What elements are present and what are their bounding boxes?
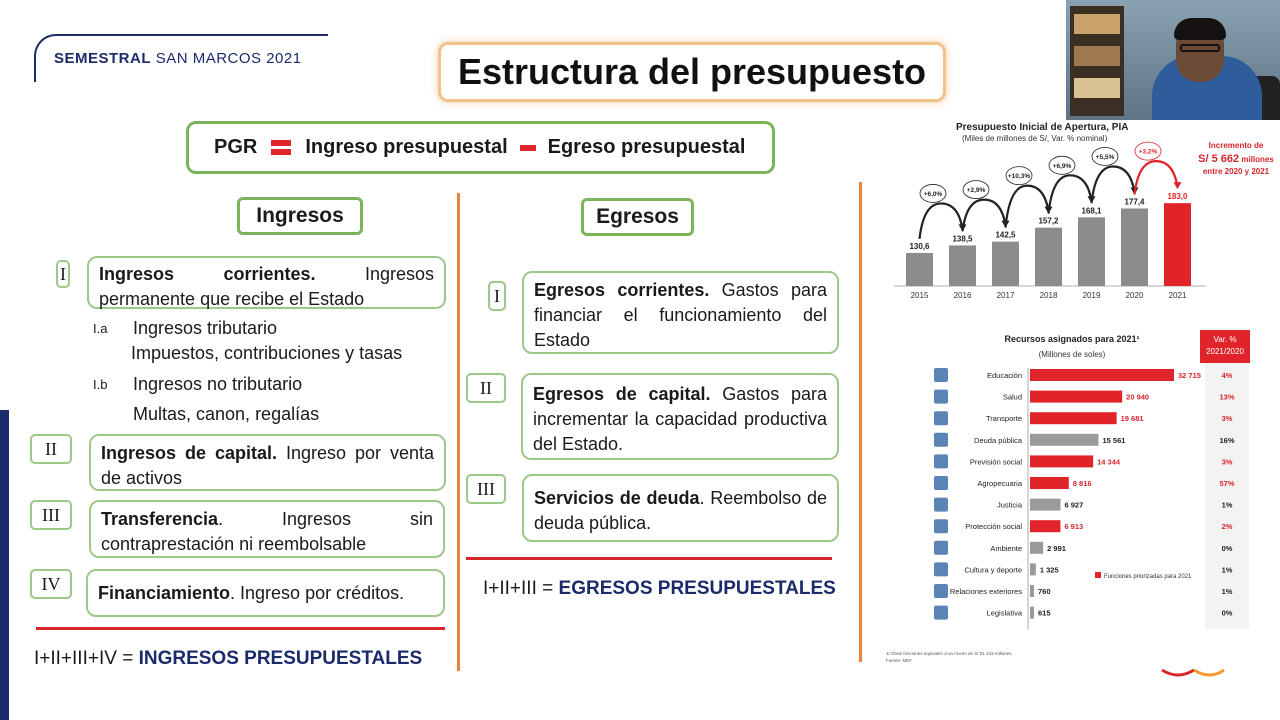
growth-label: +6,0% (923, 190, 943, 198)
category-icon (934, 433, 948, 447)
column-divider-right (859, 182, 862, 662)
bar (1030, 477, 1069, 489)
bar (1030, 499, 1060, 511)
var-pct-label: 3% (1221, 414, 1233, 424)
equals-icon (271, 137, 291, 158)
item-text: . Reembolso de deuda pública. (534, 488, 827, 533)
sub-code: I.a (93, 321, 108, 336)
egresos-formula (483, 578, 836, 600)
growth-label: +3,2% (1138, 148, 1158, 156)
roman-numeral: I (56, 260, 70, 288)
ingresos-item-capital (89, 434, 446, 491)
x-tick-label: 2021 (1168, 291, 1187, 300)
category-icon (934, 562, 948, 576)
category-icon (934, 476, 948, 490)
x-tick-label: 2019 (1082, 291, 1101, 300)
bar-value-label: 14 344 (1097, 457, 1121, 467)
bar (949, 245, 976, 286)
legend-label: Funciones priorizadas para 2021 (1104, 574, 1192, 580)
bar-value-label: 168,1 (1081, 206, 1102, 216)
item-title: Servicios de deuda (534, 488, 700, 508)
bar-value-label: 177,4 (1124, 197, 1145, 207)
x-tick-label: 2018 (1039, 291, 1058, 300)
var-pct-label: 0% (1221, 608, 1233, 618)
var-pct-label: 4% (1221, 371, 1233, 380)
annotation-unit: millones (1239, 155, 1274, 164)
bar-value-label: 8 816 (1072, 479, 1092, 488)
item-text: Ingreso por venta de activos (101, 443, 434, 488)
category-icon (934, 498, 948, 512)
category-icon (934, 390, 948, 404)
category-icon (934, 454, 948, 468)
bar-value-label: 20 940 (1126, 392, 1150, 402)
item-title: Egresos corrientes. (534, 280, 710, 300)
bar (1030, 455, 1093, 467)
annotation-line2 (1198, 153, 1274, 165)
bar-value-label: 6 913 (1064, 522, 1084, 532)
bar-value-label: 157,2 (1038, 216, 1059, 226)
item-text: . Ingreso por créditos. (230, 583, 405, 603)
roman-numeral: I (488, 281, 506, 311)
egresos-heading: Egresos (581, 198, 694, 236)
chart-title: Recursos asignados para 2021¹ (1004, 334, 1140, 344)
column-divider-left (457, 193, 460, 671)
legend-swatch (1095, 572, 1101, 578)
bar-value-label: 19 681 (1120, 414, 1144, 424)
var-pct-label: 2% (1221, 522, 1233, 532)
bar (1164, 203, 1191, 286)
item-title: Transferencia (101, 509, 219, 529)
pgr-equation (186, 121, 775, 174)
ingresos-heading: Ingresos (237, 197, 363, 235)
sub-line: Ingresos no tributario (133, 374, 303, 394)
category-label: Deuda pública (974, 435, 1022, 445)
bar (1030, 607, 1034, 619)
item-title: Ingresos de capital. (101, 443, 277, 463)
arrow-head-icon (1174, 182, 1182, 189)
pgr-label: PGR (214, 136, 258, 158)
formula-result: EGRESOS PRESUPUESTALES (558, 578, 836, 599)
category-label: Legislativa (986, 608, 1022, 618)
roman-numeral: III (30, 500, 72, 530)
bar (1035, 228, 1062, 286)
var-header-1: Var. % (1213, 335, 1237, 344)
brand-rest: SAN MARCOS 2021 (155, 50, 302, 67)
category-icon (934, 368, 948, 382)
brand-bold: SEMESTRAL (54, 50, 152, 67)
bar-value-label: 32 715 (1178, 371, 1201, 380)
ingreso-presupuestal-label: Ingreso presupuestal (305, 136, 508, 158)
category-icon (934, 541, 948, 555)
ingresos-item-financiamiento (86, 569, 445, 617)
bar (992, 242, 1019, 286)
bar (1030, 391, 1122, 403)
bar (1030, 369, 1174, 381)
egreso-presupuestal-label: Egreso presupuestal (547, 136, 746, 158)
ingresos-underline (36, 627, 445, 630)
bar-value-label: 142,5 (995, 230, 1016, 240)
sub-line: Ingresos tributario (133, 318, 278, 338)
annotation-line1: Incremento de (1208, 141, 1264, 150)
item-text: Gastos para incrementar la capacidad productiva del Estado. (533, 384, 827, 454)
ingresos-item-transferencia (89, 500, 445, 558)
annotation-amount: S/ 5 662 (1198, 153, 1240, 165)
var-pct-label: 3% (1221, 457, 1233, 467)
category-label: Justicia (996, 500, 1022, 510)
footnote-1: 1/ Otras funciones equivalen a un monto de S/ 51 443 millones. (886, 651, 1013, 656)
bar-value-label: 183,0 (1167, 192, 1188, 202)
bar-value-label: 138,5 (952, 234, 973, 244)
sub-line: Impuestos, contribuciones y tasas (131, 343, 403, 363)
bar (1030, 563, 1036, 575)
bar (1030, 412, 1117, 424)
growth-label: +2,9% (966, 187, 986, 195)
var-pct-label: 16% (1219, 435, 1235, 445)
bar (1078, 217, 1105, 286)
item-title: Ingresos corrientes. (99, 264, 316, 284)
bar-value-label: 130,6 (909, 241, 930, 251)
formula-prefix: I+II+III = (483, 578, 559, 599)
category-icon (934, 411, 948, 425)
bar-value-label: 760 (1038, 587, 1051, 596)
x-tick-label: 2020 (1125, 291, 1144, 300)
left-accent-bar (0, 410, 9, 720)
chart-subtitle: (Miles de millones de S/, Var. % nominal) (962, 134, 1108, 143)
minus-icon (520, 145, 536, 151)
ingresos-item-corrientes (87, 256, 446, 309)
bar (1030, 542, 1043, 554)
egresos-item-corrientes (522, 271, 839, 354)
pia-bar-chart (866, 118, 1280, 308)
bar (906, 253, 933, 286)
var-header-2: 2021/2020 (1206, 347, 1244, 356)
slide-title-box (438, 42, 946, 102)
bar (1030, 520, 1060, 532)
growth-label: +5,5% (1095, 153, 1115, 161)
var-pct-label: 13% (1219, 392, 1235, 402)
bar (1030, 585, 1034, 597)
item-text: . Ingresos sin contraprestación ni reembolsable (101, 509, 433, 554)
growth-arrow (1135, 161, 1178, 194)
egresos-item-capital (521, 373, 839, 460)
ingresos-formula (34, 648, 422, 670)
growth-label: +6,9% (1052, 162, 1072, 170)
bar-value-label: 15 561 (1102, 435, 1126, 445)
category-icon (934, 606, 948, 620)
category-label: Previsión social (969, 457, 1022, 467)
logo-fragment (1160, 664, 1226, 680)
x-tick-label: 2015 (910, 291, 929, 300)
x-tick-label: 2017 (996, 291, 1015, 300)
annotation-line3: entre 2020 y 2021 (1202, 167, 1270, 176)
category-icon (934, 519, 948, 533)
egresos-item-deuda (522, 474, 839, 542)
bar (1030, 434, 1098, 446)
formula-result: INGRESOS PRESUPUESTALES (138, 648, 423, 669)
egresos-underline (466, 557, 832, 560)
roman-numeral: II (466, 373, 506, 403)
category-label: Agropecuaria (977, 479, 1022, 488)
item-text: Ingresos permanente que recibe el Estado (99, 264, 434, 309)
roman-numeral: IV (30, 569, 72, 599)
item-text: Gastos para financiar el funcionamiento del Estado (534, 280, 827, 350)
formula-prefix: I+II+III+IV = (34, 648, 139, 669)
category-label: Salud (1002, 392, 1022, 402)
item-title: Financiamiento (98, 583, 231, 603)
brand-label (54, 50, 302, 67)
sub-code: I.b (93, 377, 108, 392)
category-label: Transporte (986, 414, 1022, 424)
var-pct-label: 1% (1221, 565, 1233, 575)
category-label: Ambiente (990, 543, 1022, 553)
category-label: Cultura y deporte (964, 565, 1022, 575)
bar-value-label: 615 (1038, 608, 1051, 618)
var-pct-label: 57% (1219, 479, 1235, 488)
category-label: Educación (986, 371, 1022, 380)
sub-line: Multas, canon, regalías (133, 404, 320, 424)
recursos-bar-chart (866, 320, 1280, 672)
footnote-2: Fuente: MEF (886, 658, 913, 663)
growth-label: +10,3% (1007, 173, 1031, 181)
growth-arrow (963, 200, 1006, 232)
chart-subtitle: (Millones de soles) (1038, 350, 1106, 359)
x-tick-label: 2016 (953, 291, 972, 300)
bar (1121, 208, 1148, 286)
var-pct-label: 0% (1221, 543, 1233, 553)
category-label: Relaciones exteriores (949, 587, 1022, 596)
roman-numeral: II (30, 434, 72, 464)
slide-title: Estructura del presupuesto (457, 51, 927, 92)
var-pct-label: 1% (1221, 587, 1233, 596)
webcam-video (1066, 0, 1280, 120)
var-pct-label: 1% (1221, 500, 1233, 510)
bar-value-label: 1 325 (1039, 565, 1059, 575)
item-title: Egresos de capital. (533, 384, 711, 404)
category-label: Protección social (965, 522, 1022, 532)
bar-value-label: 6 927 (1064, 500, 1084, 510)
category-icon (934, 584, 948, 598)
bar-value-label: 2 991 (1047, 543, 1066, 553)
chart-title: Presupuesto Inicial de Apertura, PIA (956, 122, 1129, 133)
roman-numeral: III (466, 474, 506, 504)
glasses-icon (1180, 44, 1220, 52)
